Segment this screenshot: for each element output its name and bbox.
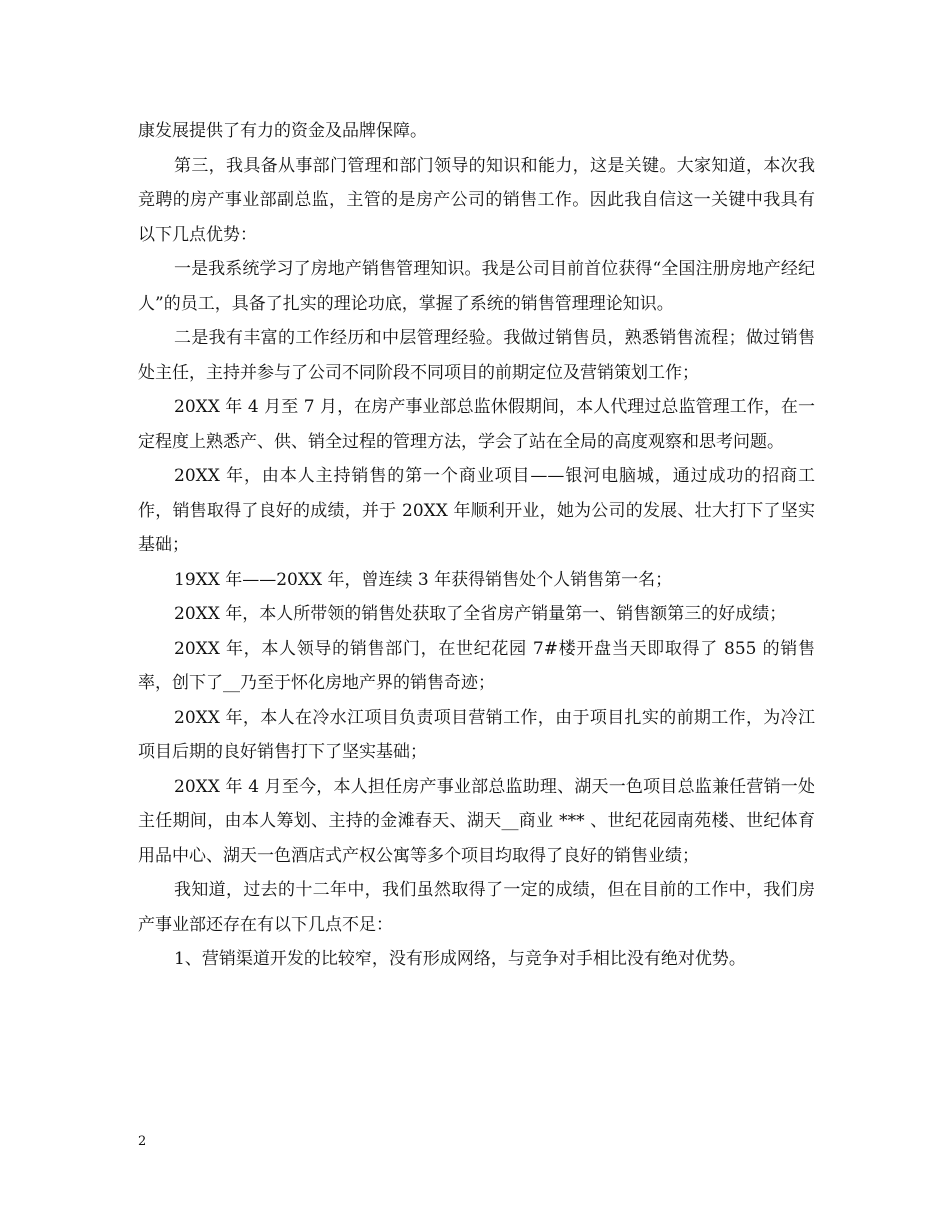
- paragraph-8: 20XX 年，本人所带领的销售处获取了全省房产销量第一、销售额第三的好成绩；: [174, 604, 787, 624]
- paragraph-1: 康发展提供了有力的资金及品牌保障。: [138, 121, 427, 141]
- paragraph-9: 20XX 年，本人领导的销售部门，在世纪花园 7#楼开盘当天即取得了 855 的销售率，创下了__乃至于怀化房地产界的销售奇迹；: [138, 638, 815, 693]
- paragraph-13: 1、营销渠道开发的比较窄，没有形成网络，与竞争对手相比没有绝对优势。: [174, 949, 746, 969]
- paragraph-3: 一是我系统学习了房地产销售管理知识。我是公司目前首位获得“全国注册房地产经纪人”的员工，具备了扎实的理论功底，掌握了系统的销售管理理论知识。: [138, 259, 815, 314]
- paragraph-10: 20XX 年，本人在冷水江项目负责项目营销工作，由于项目扎实的前期工作，为冷江项目后期的良好销售打下了坚实基础；: [138, 707, 815, 762]
- paragraph-2: 第三，我具备从事部门管理和部门领导的知识和能力，这是关键。大家知道，本次我竞聘的房产事业部副总监，主管的是房产公司的销售工作。因此我自信这一关键中我具有以下几点优势：: [138, 155, 815, 245]
- paragraph-4: 二是我有丰富的工作经历和中层管理经验。我做过销售员，熟悉销售流程；做过销售处主任，主持并参与了公司不同阶段不同项目的前期定位及营销策划工作；: [138, 328, 815, 383]
- paragraph-6: 20XX 年，由本人主持销售的第一个商业项目——银河电脑城，通过成功的招商工作，销售取得了良好的成绩，并于 20XX 年顺利开业，她为公司的发展、壮大打下了坚实基础；: [138, 466, 815, 555]
- paragraph-7: 19XX 年——20XX 年，曾连续 3 年获得销售处个人销售第一名；: [174, 569, 673, 590]
- paragraph-5: 20XX 年 4 月至 7 月，在房产事业部总监休假期间，本人代理过总监管理工作，在一定程度上熟悉产、供、销全过程的管理方法，学会了站在全局的高度观察和思考问题。: [138, 397, 815, 452]
- body-text: [138, 114, 815, 977]
- paragraph-12: 我知道，过去的十二年中，我们虽然取得了一定的成绩，但在目前的工作中，我们房产事业部还存在有以下几点不足：: [138, 880, 815, 935]
- paragraph-11: 20XX 年 4 月至今，本人担任房产事业部总监助理、湖天一色项目总监兼任营销一处主任期间，由本人筹划、主持的金滩春天、湖天__商业 *** 、世纪花园南苑楼、世纪体育用品中心、湖天一色酒店式产权公寓等多个项目均取得了良好的销售业绩；: [138, 776, 815, 866]
- page-number: 2: [138, 1134, 147, 1149]
